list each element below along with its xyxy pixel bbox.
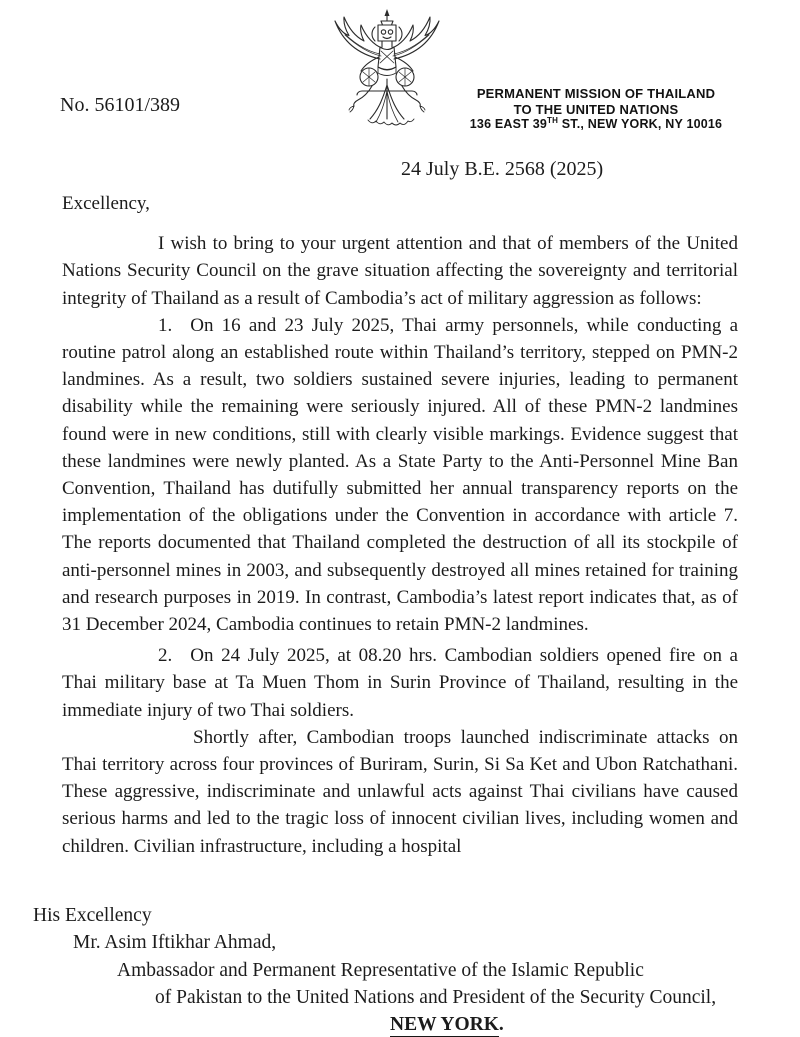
letterhead <box>460 86 732 133</box>
paragraph-1-number: 1. <box>158 314 173 336</box>
address-superscript: TH <box>547 115 559 125</box>
continuation-paragraph: Shortly after, Cambodian troops launched indiscriminate attacks on Thai territory across four provinces of Buriram, Surin, Si Sa Ket and Ubon Ratchathani. These aggressive, indiscriminate and unlawful acts against Thai civilians have caused serious harms and led to the tragic loss of innocent civilian lives, including women and children. Civilian infrastructure, including a hospital <box>62 726 738 857</box>
letterhead-address <box>460 117 732 133</box>
garuda-emblem-icon <box>328 6 446 132</box>
letter-body <box>62 190 738 860</box>
numbered-paragraph-1 <box>62 312 738 638</box>
paragraph-2-text: On 24 July 2025, at 08.20 hrs. Cambodian soldiers opened fire on a Thai military base at Ta Muen Thom in Surin Province of Thailand, resulting in the immediate injury of two Thai soldiers. <box>62 645 738 721</box>
letterhead-line2: TO THE UNITED NATIONS <box>513 101 679 117</box>
address-prefix: 136 EAST 39 <box>469 117 548 131</box>
numbered-paragraph-2 <box>62 642 738 724</box>
salutation: Excellency, <box>62 193 150 214</box>
paragraph-1-text: On 16 and 23 July 2025, Thai army personnels, while conducting a routine patrol along an established route within Thailand’s territory, stepped on PMN-2 landmines. As a result, two soldiers sustained severe injuries, leading to permanent disability while the remaining were seriously injured. All of these PMN-2 landmines found were in new conditions, still with clearly visible markings. Evidence suggest that these landmines were newly planted. As a State Party to the Anti-Personnel Mine Ban Convention, Thailand has dutifully submitted her annual transparency reports on the implementation of the obligations under the Convention in accordance with article 7. The reports documented that Thailand completed the destruction of all its stockpile of anti-personnel mines in 2003, and subsequently destroyed all mines retained for training and research purposes in 2019. In contrast, Cambodia’s latest report indicates that, as of 31 December 2024, Cambodia continues to retain PMN-2 landmines. <box>62 314 738 636</box>
paragraph-2-number: 2. <box>158 645 173 667</box>
address-suffix: ST., NEW YORK, NY 10016 <box>558 117 723 131</box>
recipient-title-2: of Pakistan to the United Nations and President of the Security Council, <box>155 986 717 1008</box>
recipient-city-period: . <box>498 1014 504 1036</box>
letter-date: 24 July B.E. 2568 (2025) <box>401 158 604 180</box>
intro-paragraph: I wish to bring to your urgent attention and that of members of the United Nations Security Council on the grave situation affecting the sovereignty and territorial integrity of Thailand as a result of Cambodia’s act of military aggression as follows: <box>62 233 738 309</box>
reference-number: No. 56101/389 <box>60 94 180 116</box>
recipient-honorific: His Excellency <box>33 905 152 926</box>
recipient-city-underlined: NEW YORK <box>390 1014 499 1037</box>
recipient-address-block <box>33 902 716 1037</box>
recipient-name: Mr. Asim Iftikhar Ahmad, <box>73 932 277 954</box>
letterhead-line1: PERMANENT MISSION OF THAILAND <box>476 86 716 101</box>
recipient-city <box>33 1011 716 1037</box>
recipient-title-1: Ambassador and Permanent Representative of the Islamic Republic <box>117 959 644 981</box>
